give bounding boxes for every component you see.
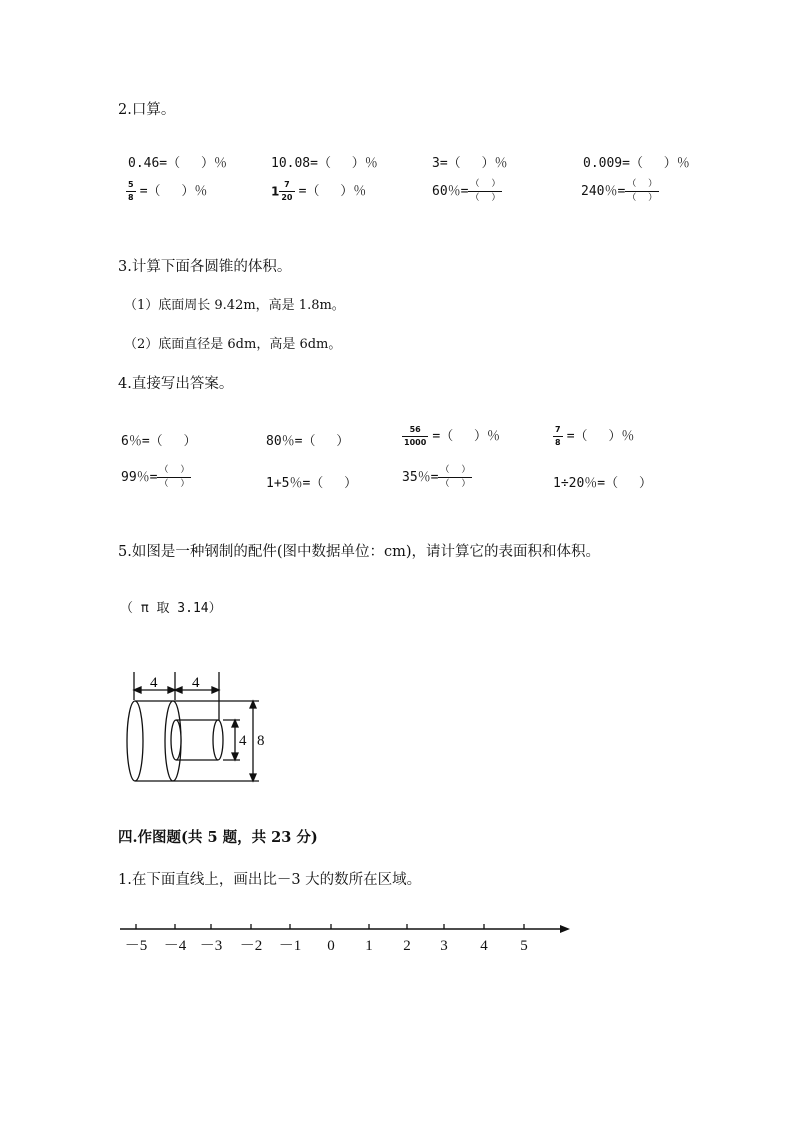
number-line-label: －2 — [239, 938, 263, 954]
question-item: （1）底面周长 9.42m，高是 1.8m。 — [124, 298, 345, 313]
number-line-label: －4 — [163, 938, 187, 954]
arrow-head — [212, 687, 219, 693]
calc-item-mixed — [271, 180, 366, 202]
answer-tail: =（ ）％ — [432, 429, 501, 444]
blank-numerator: （ ） — [438, 466, 472, 478]
number-line-label: －5 — [124, 938, 148, 954]
number-line-arrow — [560, 925, 570, 933]
number-line[interactable] — [118, 912, 574, 960]
answer-item-fraction — [553, 425, 634, 447]
blank-numerator: （ ） — [625, 180, 659, 192]
calc-item: 3=（ ）％ — [432, 156, 508, 171]
blank-numerator: （ ） — [468, 180, 502, 192]
arrow-head — [134, 687, 141, 693]
number-line-label: 4 — [480, 938, 488, 954]
dim-label-left-length: 4 — [150, 675, 158, 691]
number-line-label: 3 — [440, 938, 448, 954]
small-cylinder-back — [171, 720, 181, 760]
mixed-whole: 1 — [271, 184, 280, 199]
arrow-head — [250, 701, 256, 708]
section-2-title: 2.口算。 — [118, 102, 176, 118]
blank-denominator: （ ） — [159, 479, 190, 489]
fraction-numerator: 5 — [126, 181, 136, 192]
answer-item: 1+5％=（ ） — [266, 476, 358, 491]
arrow-head — [250, 774, 256, 781]
answer-head: 99％= — [121, 470, 158, 485]
number-line-label: 1 — [365, 938, 373, 954]
blank-denominator: （ ） — [440, 479, 471, 489]
blank-denominator: （ ） — [470, 193, 501, 203]
fraction-denominator: 20 — [281, 193, 293, 202]
number-line-label: －1 — [278, 938, 302, 954]
calc-head: 240％= — [581, 184, 626, 199]
fraction-numerator: 56 — [402, 426, 428, 437]
section-4-title: 4.直接写出答案。 — [118, 376, 234, 392]
answer-item: 6％=（ ） — [121, 434, 197, 449]
dim-label-inner-diameter: 4 — [239, 733, 247, 749]
section-5-title: 5.如图是一种钢制的配件(图中数据单位：cm)，请计算它的表面积和体积。 — [118, 544, 601, 560]
answer-item-fraction — [402, 425, 500, 447]
number-line-label: 2 — [403, 938, 411, 954]
fraction-numerator: 7 — [553, 426, 563, 437]
part-4-title: 四.作图题(共 5 题，共 23 分) — [118, 829, 318, 846]
arrow-head — [232, 720, 238, 727]
calc-item: 10.08=（ ）％ — [271, 156, 378, 171]
answer-head: 35％= — [402, 470, 439, 485]
fraction-numerator: 7 — [279, 181, 294, 192]
blank-numerator: （ ） — [157, 466, 191, 478]
answer-item-to-fraction — [402, 466, 472, 489]
blank-denominator: （ ） — [627, 193, 658, 203]
section-3-title: 3.计算下面各圆锥的体积。 — [118, 259, 292, 275]
calc-item: 0.009=（ ）％ — [583, 156, 690, 171]
steel-part-figure — [118, 668, 278, 784]
number-line-label: －3 — [199, 938, 223, 954]
arrow-head — [232, 753, 238, 760]
small-cylinder-face — [213, 720, 223, 760]
calc-head: 60％= — [432, 184, 469, 199]
dim-label-outer-diameter: 8 — [257, 733, 265, 749]
number-line-label: 0 — [327, 938, 335, 954]
calc-item-to-fraction — [432, 180, 502, 203]
fraction-denominator: 1000 — [404, 438, 427, 447]
arrow-head — [175, 687, 182, 693]
calc-item: 0.46=（ ）％ — [128, 156, 227, 171]
answer-tail: =（ ）％ — [566, 429, 635, 444]
dim-label-right-length: 4 — [192, 675, 200, 691]
calc-tail: =（ ）％ — [298, 184, 367, 199]
calc-item-fraction — [126, 180, 207, 202]
calc-tail: =（ ）％ — [139, 184, 208, 199]
fraction-denominator: 8 — [128, 193, 134, 202]
number-line-labels — [125, 938, 528, 954]
part-4-question-1: 1.在下面直线上，画出比－3 大的数所在区域。 — [118, 872, 422, 888]
answer-item: 80％=（ ） — [266, 434, 350, 449]
answer-item-to-fraction — [121, 466, 191, 489]
large-cylinder-back — [127, 701, 143, 781]
answer-item: 1÷20％=（ ） — [553, 476, 652, 491]
calc-item-to-fraction — [581, 180, 659, 203]
pi-note: （ π 取 3.14） — [120, 601, 222, 616]
fraction-denominator: 8 — [555, 438, 561, 447]
question-item: （2）底面直径是 6dm，高是 6dm。 — [124, 337, 342, 352]
number-line-label: 5 — [520, 938, 528, 954]
